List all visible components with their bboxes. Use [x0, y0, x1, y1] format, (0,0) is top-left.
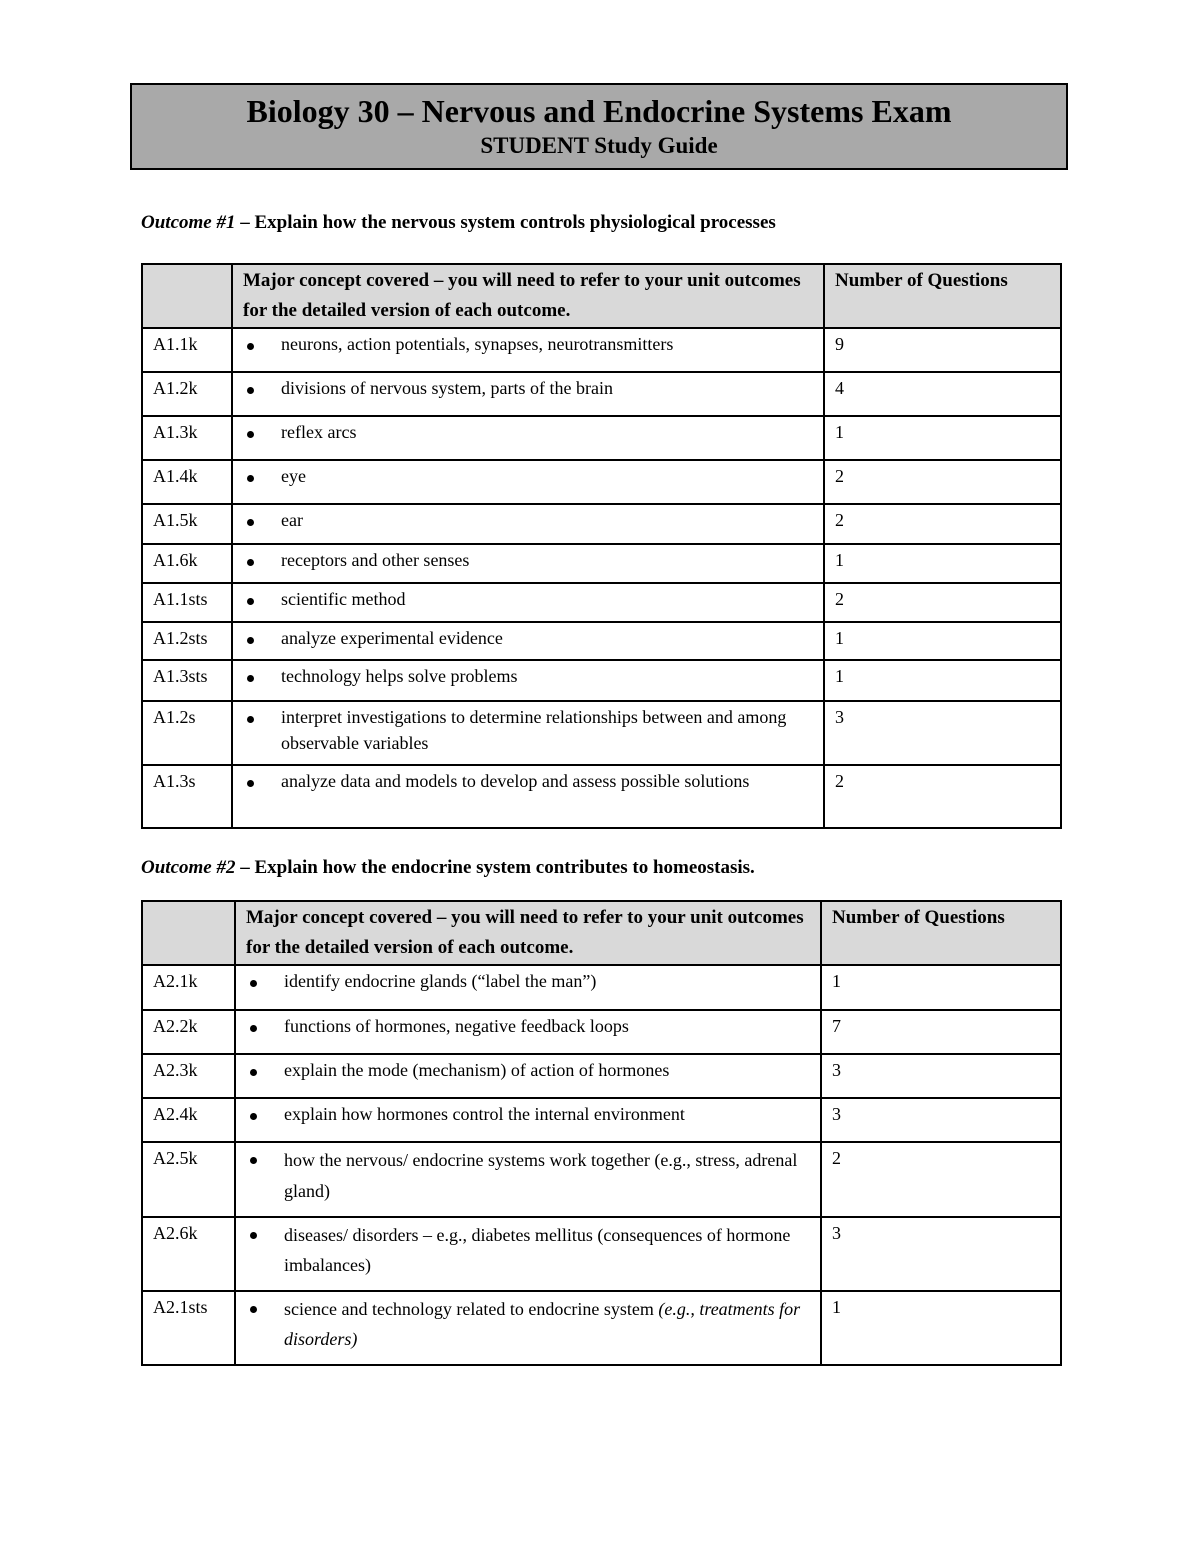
- bullet-icon: [247, 475, 254, 482]
- outcome-code: A1.2s: [142, 701, 232, 765]
- outcome-2-table: [141, 900, 1062, 1366]
- concept-cell: [235, 1217, 821, 1291]
- bullet-icon: [247, 716, 254, 723]
- header-code: [142, 264, 232, 328]
- question-count: 3: [824, 701, 1061, 765]
- table-row: [142, 544, 1061, 583]
- header-questions: Number of Questions: [821, 901, 1061, 965]
- concept-cell: [235, 1098, 821, 1142]
- concept-cell: [232, 583, 824, 622]
- header-concept: Major concept covered – you will need to refer to your unit outcomes for the detailed version of each outcome.: [235, 901, 821, 965]
- outcome-2-heading: [141, 856, 755, 880]
- concept-cell: [235, 1054, 821, 1098]
- concept-cell: [232, 622, 824, 660]
- concept-cell: [232, 372, 824, 416]
- outcome-code: A2.4k: [142, 1098, 235, 1142]
- table-row: [142, 416, 1061, 460]
- question-count: 1: [824, 544, 1061, 583]
- bullet-icon: [250, 1113, 257, 1120]
- bullet-icon: [250, 1025, 257, 1032]
- concept-cell: [232, 660, 824, 701]
- question-count: 2: [824, 504, 1061, 544]
- bullet-icon: [250, 1069, 257, 1076]
- concept-text: receptors and other senses: [281, 550, 470, 570]
- document-subtitle: STUDENT Study Guide: [480, 133, 718, 158]
- table-row: [142, 1010, 1061, 1054]
- table-row: [142, 1217, 1061, 1291]
- concept-cell: [235, 1010, 821, 1054]
- concept-text: eye: [281, 466, 306, 486]
- header-code: [142, 901, 235, 965]
- concept-example-text: (e.g., treatments for disorders): [284, 1299, 801, 1349]
- bullet-icon: [250, 1157, 257, 1164]
- concept-text: explain how hormones control the internal environment: [284, 1104, 685, 1124]
- table-row: [142, 660, 1061, 701]
- question-count: 9: [824, 328, 1061, 372]
- outcome-code: A1.1k: [142, 328, 232, 372]
- concept-cell: [232, 328, 824, 372]
- outcome-1-description: – Explain how the nervous system controls physiological processes: [235, 212, 776, 233]
- question-count: 1: [821, 1291, 1061, 1365]
- bullet-icon: [247, 559, 254, 566]
- concept-text: analyze data and models to develop and assess possible solutions: [281, 771, 750, 791]
- bullet-icon: [250, 1232, 257, 1239]
- concept-cell: [232, 544, 824, 583]
- question-count: 2: [824, 765, 1061, 828]
- concept-cell: [235, 1291, 821, 1365]
- outcome-1-table: [141, 263, 1062, 829]
- outcome-code: A2.1sts: [142, 1291, 235, 1365]
- bullet-icon: [247, 598, 254, 605]
- concept-cell: [232, 701, 824, 765]
- bullet-icon: [247, 387, 254, 394]
- question-count: 4: [824, 372, 1061, 416]
- concept-text: explain the mode (mechanism) of action of hormones: [284, 1060, 670, 1080]
- table-row: [142, 1142, 1061, 1217]
- outcome-code: A1.1sts: [142, 583, 232, 622]
- title-box: [130, 83, 1068, 170]
- concept-cell: [232, 416, 824, 460]
- question-count: 2: [821, 1142, 1061, 1217]
- outcome-code: A2.5k: [142, 1142, 235, 1217]
- question-count: 3: [821, 1098, 1061, 1142]
- question-count: 2: [824, 583, 1061, 622]
- concept-cell: [235, 965, 821, 1010]
- concept-text: technology helps solve problems: [281, 666, 518, 686]
- table-header-row: [142, 901, 1061, 965]
- concept-text: identify endocrine glands (“label the man”): [284, 971, 597, 991]
- question-count: 1: [824, 660, 1061, 701]
- concept-text: functions of hormones, negative feedback loops: [284, 1016, 629, 1036]
- concept-text: how the nervous/ endocrine systems work together (e.g., stress, adrenal gland): [284, 1150, 798, 1201]
- outcome-1-label: Outcome #1: [141, 212, 236, 233]
- outcome-1-heading: [141, 211, 776, 235]
- document-title: Biology 30 – Nervous and Endocrine Systems Exam: [246, 93, 952, 129]
- outcome-code: A1.2sts: [142, 622, 232, 660]
- question-count: 3: [821, 1054, 1061, 1098]
- table-row: [142, 460, 1061, 504]
- bullet-icon: [247, 343, 254, 350]
- outcome-code: A1.3k: [142, 416, 232, 460]
- outcome-code: A1.5k: [142, 504, 232, 544]
- outcome-code: A2.6k: [142, 1217, 235, 1291]
- bullet-icon: [247, 431, 254, 438]
- concept-text: ear: [281, 510, 303, 530]
- outcome-code: A2.3k: [142, 1054, 235, 1098]
- concept-cell: [232, 765, 824, 828]
- table-row: [142, 328, 1061, 372]
- question-count: 1: [824, 416, 1061, 460]
- outcome-2-label: Outcome #2: [141, 857, 236, 878]
- concept-text: analyze experimental evidence: [281, 628, 503, 648]
- bullet-icon: [247, 780, 254, 787]
- table-header-row: [142, 264, 1061, 328]
- table-row: [142, 701, 1061, 765]
- bullet-icon: [247, 519, 254, 526]
- question-count: 1: [824, 622, 1061, 660]
- question-count: 2: [824, 460, 1061, 504]
- concept-text: reflex arcs: [281, 422, 357, 442]
- bullet-icon: [250, 980, 257, 987]
- concept-text: science and technology related to endocrine system: [284, 1299, 659, 1319]
- header-concept: Major concept covered – you will need to refer to your unit outcomes for the detailed version of each outcome.: [232, 264, 824, 328]
- table-row: [142, 1098, 1061, 1142]
- question-count: 1: [821, 965, 1061, 1010]
- table-row: [142, 622, 1061, 660]
- concept-cell: [232, 460, 824, 504]
- table-row: [142, 765, 1061, 828]
- table-row: [142, 1054, 1061, 1098]
- outcome-code: A1.3s: [142, 765, 232, 828]
- outcome-code: A1.4k: [142, 460, 232, 504]
- table-row: [142, 965, 1061, 1010]
- concept-text: scientific method: [281, 589, 406, 609]
- table-row: [142, 372, 1061, 416]
- outcome-code: A1.2k: [142, 372, 232, 416]
- bullet-icon: [247, 637, 254, 644]
- outcome-code: A1.6k: [142, 544, 232, 583]
- concept-cell: [232, 504, 824, 544]
- table-row: [142, 1291, 1061, 1365]
- header-questions: Number of Questions: [824, 264, 1061, 328]
- concept-cell: [235, 1142, 821, 1217]
- outcome-code: A2.2k: [142, 1010, 235, 1054]
- table-row: [142, 583, 1061, 622]
- outcome-code: A1.3sts: [142, 660, 232, 701]
- table-row: [142, 504, 1061, 544]
- question-count: 7: [821, 1010, 1061, 1054]
- concept-text: neurons, action potentials, synapses, neurotransmitters: [281, 334, 674, 354]
- question-count: 3: [821, 1217, 1061, 1291]
- concept-text: interpret investigations to determine relationships between and among observable variables: [281, 707, 787, 753]
- concept-text: divisions of nervous system, parts of the brain: [281, 378, 613, 398]
- concept-text: diseases/ disorders – e.g., diabetes mellitus (consequences of hormone imbalances): [284, 1225, 791, 1275]
- bullet-icon: [250, 1306, 257, 1313]
- outcome-2-description: – Explain how the endocrine system contributes to homeostasis.: [235, 857, 755, 878]
- outcome-code: A2.1k: [142, 965, 235, 1010]
- bullet-icon: [247, 675, 254, 682]
